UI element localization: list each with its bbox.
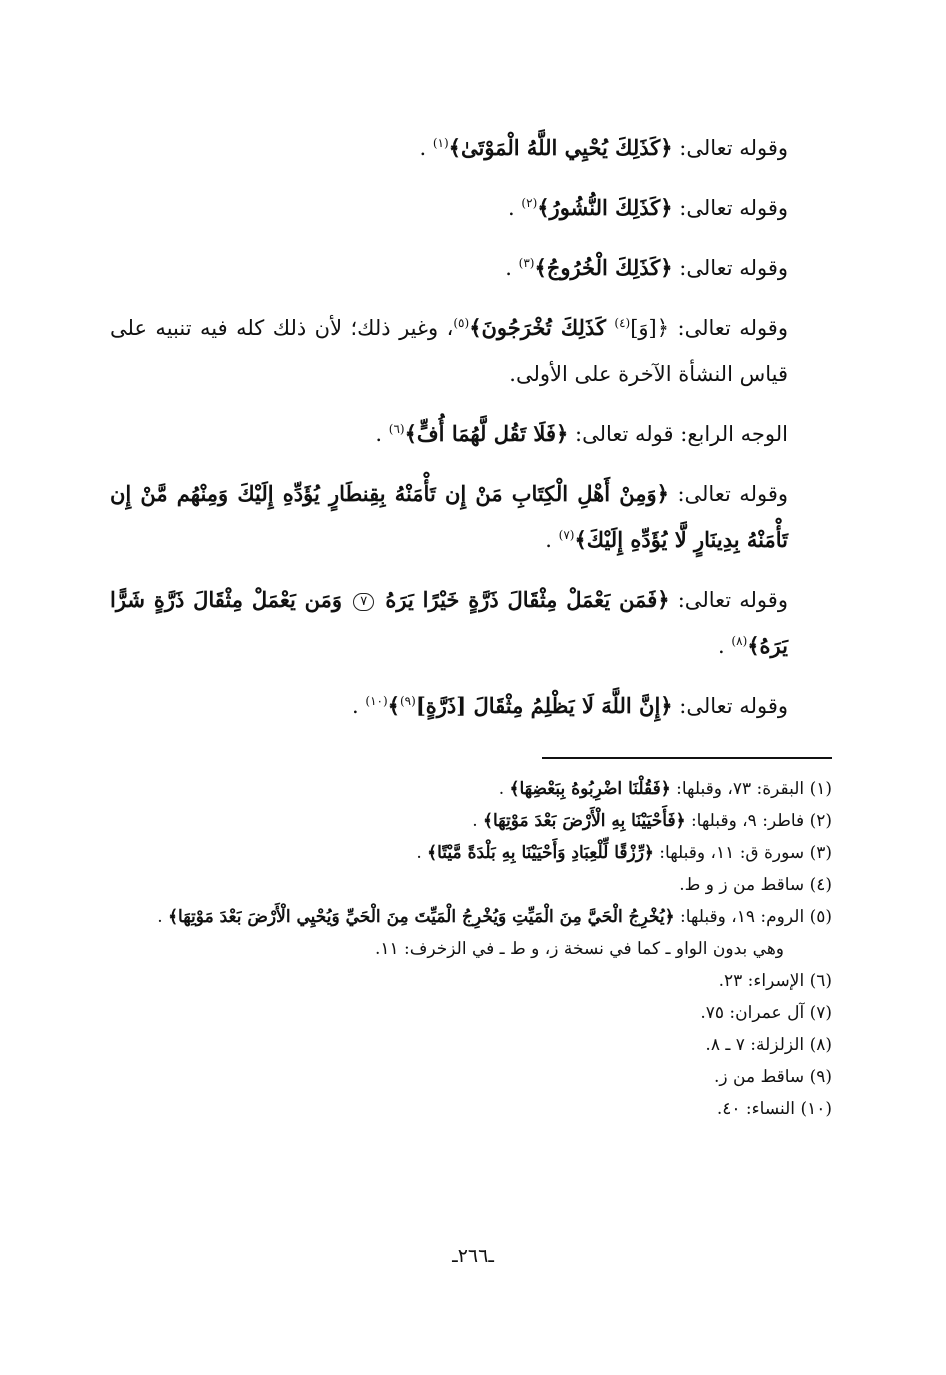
footnote-text: البقرة: ٧٣، وقبلها: (676, 779, 805, 799)
quran-verse: ﴿إِنَّ اللَّهَ لَا يَظْلِمُ مِثْقَالَ [ذَرَّةٍ] (415, 693, 673, 718)
paragraph-4 (110, 305, 832, 397)
paragraph-5 (110, 411, 832, 457)
intro-text: وقوله تعالى: (679, 694, 788, 718)
footnote-verse: ﴿يُخْرِجُ الْحَيَّ مِنَ الْمَيِّتِ وَيُخْرِجُ الْمَيِّتَ مِنَ الْحَيِّ وَيُحْيِي الْأَرْضَ بَعْدَ مَوْتِهَا﴾ (168, 907, 675, 927)
footnote-ref[interactable]: (١) (432, 136, 449, 150)
footnote-number: (٤) (809, 875, 832, 895)
paragraph-2 (110, 185, 832, 231)
footnote-ref[interactable]: (٢) (521, 196, 538, 210)
footnote-8 (110, 1029, 832, 1061)
quran-verse: ﴿كَذَلِكَ يُحْيِي اللَّهُ الْمَوْتَىٰ﴾ (448, 135, 673, 160)
footnote-ref[interactable]: (٨) (731, 634, 748, 648)
footnote-verse: ﴿رِّزْقًا لِّلْعِبَادِ وَأَحْيَيْنَا بِهِ بَلْدَةً مَّيْتًا﴾ (427, 843, 654, 863)
quran-verse: ﴿فَلَا تَقُل لَّهُمَا أُفٍّ﴾ (404, 421, 569, 446)
footnote-number: (٢) (809, 811, 832, 831)
footnote-number: (٨) (809, 1035, 832, 1055)
paragraph-3 (110, 245, 832, 291)
trailing-text: . (375, 422, 383, 446)
footnote-text: النساء: ٤٠. (716, 1099, 796, 1119)
footnote-4 (110, 869, 832, 901)
quran-verse: ﴿فَمَن يَعْمَلْ مِثْقَالَ ذَرَّةٍ خَيْرًا يَرَهُ (385, 587, 670, 612)
footnote-trailing: . (472, 811, 478, 831)
trailing-text: . (508, 196, 515, 220)
footnote-text: الزلزلة: ٧ ـ ٨. (705, 1035, 805, 1055)
intro-text: وقوله تعالى: ﴿[وَ] (630, 316, 788, 340)
footnote-ref[interactable]: (٩) (399, 694, 416, 708)
footnote-9 (110, 1061, 832, 1093)
footnote-5-continuation (110, 933, 832, 965)
footnote-10 (110, 1093, 832, 1125)
paragraph-7 (110, 577, 832, 669)
trailing-text: . (419, 136, 427, 160)
footnote-7 (110, 997, 832, 1029)
footnote-ref[interactable]: (٣) (518, 256, 535, 270)
footnote-number: (٧) (809, 1003, 832, 1023)
footnotes (110, 773, 832, 1125)
footnote-number: (١٠) (800, 1099, 832, 1119)
trailing-text: . (352, 694, 359, 718)
footnote-verse: ﴿فَقُلْنَا اضْرِبُوهُ بِبَعْضِهَا﴾ (509, 779, 671, 799)
footnote-text: وهي بدون الواو ـ كما في نسخة ز، و ط ـ في الزخرف: ١١. (374, 939, 784, 959)
footnote-number: (٥) (809, 907, 832, 927)
quran-verse: ﴿وَمِنْ أَهْلِ الْكِتَابِ مَنْ إِن تَأْمَنْهُ بِقِنطَارٍ يُؤَدِّهِ إِلَيْكَ وَمِنْهُم مَّنْ إِن تَأْمَنْهُ بِدِينَارٍ لَّا يُؤَدِّهِ إِلَيْكَ﴾ (110, 481, 788, 552)
footnote-2 (110, 805, 832, 837)
trailing-text: ، وغير ذلك؛ لأن ذلك كله فيه تنبيه على قياس النشأة الآخرة على الأولى. (110, 316, 788, 386)
paragraph-1 (110, 125, 832, 171)
footnote-verse: ﴿فَأَحْيَيْنَا بِهِ الْأَرْضَ بَعْدَ مَوْتِهَا﴾ (483, 811, 686, 831)
paragraph-6 (110, 471, 832, 563)
quran-verse: ﴾ (387, 693, 400, 718)
footnote-text: فاطر: ٩، وقبلها: (690, 811, 805, 831)
quran-verse: كَذَلِكَ تُخْرَجُونَ﴾ (469, 315, 606, 340)
intro-text: وقوله تعالى: (679, 256, 788, 280)
trailing-text: . (718, 634, 725, 658)
footnote-ref[interactable]: (٤) (614, 316, 631, 330)
footnote-text: الإسراء: ٢٣. (718, 971, 805, 991)
main-text (110, 125, 832, 729)
intro-text: وقوله تعالى: (677, 482, 788, 506)
quran-verse: وَمَن يَعْمَلْ مِثْقَالَ ذَرَّةٍ شَرًّا يَرَهُ﴾ (110, 587, 788, 658)
footnote-trailing: . (157, 907, 163, 927)
footnote-6 (110, 965, 832, 997)
quran-verse: ﴿كَذَلِكَ الْخُرُوجُ﴾ (534, 255, 673, 280)
trailing-text: . (505, 256, 512, 280)
footnote-divider (542, 757, 832, 759)
intro-text: الوجه الرابع: قوله تعالى: (575, 422, 788, 446)
footnote-trailing: . (498, 779, 505, 799)
quran-verse: ﴿كَذَلِكَ النُّشُورُ﴾ (537, 195, 673, 220)
footnote-1 (110, 773, 832, 805)
intro-text: وقوله تعالى: (677, 588, 788, 612)
footnote-number: (٩) (809, 1067, 832, 1087)
footnote-text: الروم: ١٩، وقبلها: (680, 907, 805, 927)
footnote-number: (٦) (809, 971, 832, 991)
footnote-ref[interactable]: (٦) (388, 422, 405, 436)
page-number: ـ٢٦٦ـ (452, 1245, 494, 1267)
paragraph-8 (110, 683, 832, 729)
footnote-ref[interactable]: (٧) (558, 528, 575, 542)
intro-text: وقوله تعالى: (679, 196, 788, 220)
footnote-trailing: . (416, 843, 422, 863)
footnote-3 (110, 837, 832, 869)
footnote-text: ساقط من ز و ط. (679, 875, 805, 895)
verse-number-marker: ٧ (353, 593, 374, 611)
footnote-ref[interactable]: (٥) (453, 316, 470, 330)
footnote-ref[interactable]: (١٠) (365, 694, 388, 708)
page-content (110, 125, 832, 1285)
footnote-5 (110, 901, 832, 933)
footnote-text: آل عمران: ٧٥. (700, 1003, 805, 1023)
footnote-text: سورة ق: ١١، وقبلها: (659, 843, 805, 863)
footnote-text: ساقط من ز. (714, 1067, 805, 1087)
intro-text: وقوله تعالى: (679, 136, 788, 160)
footnote-number: (١) (809, 779, 832, 799)
footnote-number: (٣) (809, 843, 832, 863)
trailing-text: . (545, 528, 552, 552)
